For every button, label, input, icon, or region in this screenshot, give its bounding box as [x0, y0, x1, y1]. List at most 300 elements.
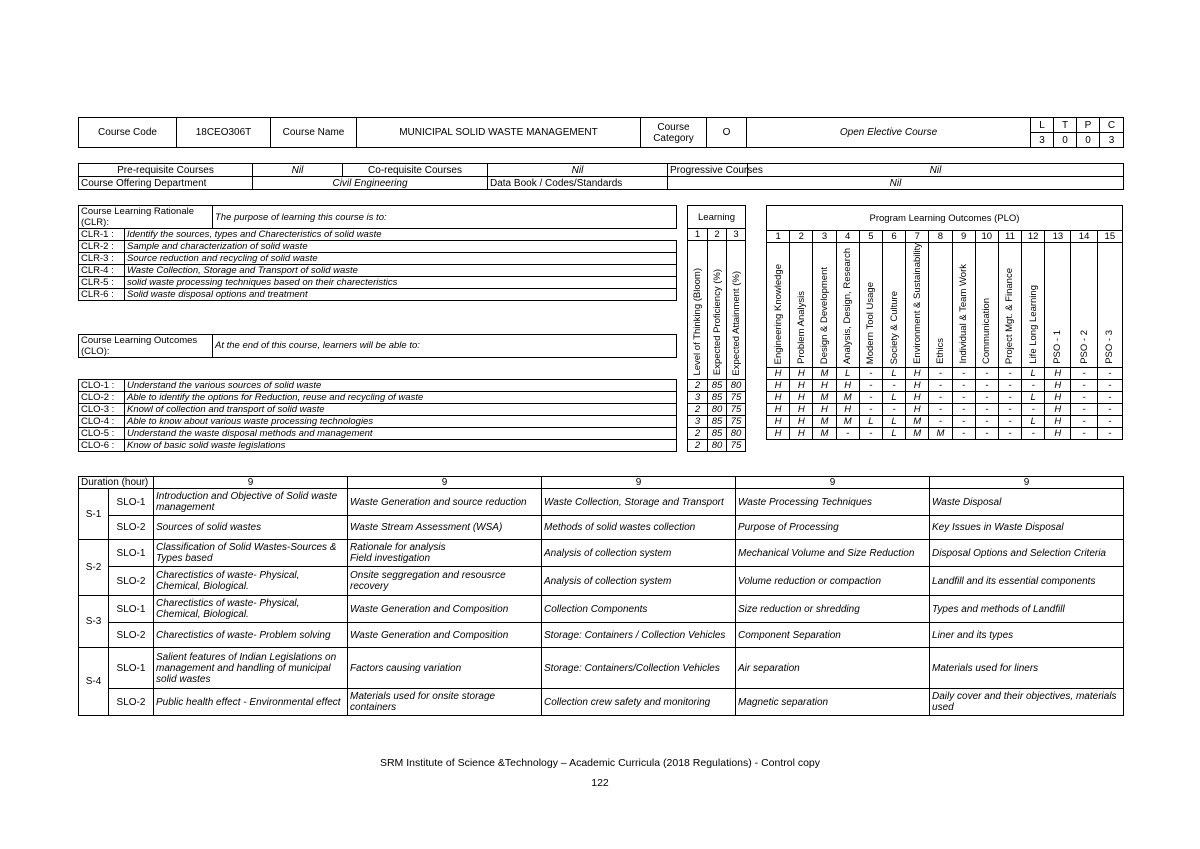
rationale-label [79, 206, 213, 229]
topic-cell: Collection crew safety and monitoring [542, 689, 736, 716]
slo-label: SLO-1 [109, 648, 154, 689]
topic-cell: Waste Stream Assessment (WSA) [348, 516, 542, 540]
plo-value: L [1022, 415, 1045, 427]
plo-value: L [859, 415, 882, 427]
progressive-value: Nil [748, 164, 1124, 177]
topic-cell: Daily cover and their objectives, materials used [930, 689, 1124, 716]
plo-value: H [906, 403, 929, 415]
clo-bloom: 2 [688, 379, 708, 391]
clo-bloom: 2 [688, 439, 708, 451]
plo-title [813, 243, 836, 368]
plo-value: L [882, 415, 905, 427]
course-name-label: Course Name [271, 118, 357, 148]
plo-value: M [813, 415, 836, 427]
slo-label: SLO-2 [109, 516, 154, 540]
plo-value: - [998, 427, 1021, 439]
clo-text: Able to know about various waste processing technologies [125, 415, 677, 427]
plo-value: M [929, 427, 952, 439]
clr-text: Solid waste disposal options and treatment [125, 289, 677, 301]
plo-value: H [767, 403, 790, 415]
clr-text: Identify the sources, types and Charecteristics of solid waste [125, 229, 677, 241]
plo-title-text: Life Long Learning [1027, 285, 1039, 364]
course-type: Open Elective Course [747, 118, 1031, 148]
topic-cell: Storage: Containers/Collection Vehicles [542, 648, 736, 689]
course-code-label: Course Code [79, 118, 177, 148]
plo-value: H [790, 427, 813, 439]
plo-value: L [836, 367, 859, 379]
plo-number: 12 [1022, 231, 1045, 243]
learning-col-title-text: Expected Attainment (%) [730, 270, 742, 376]
plo-value: H [790, 367, 813, 379]
dept-label: Course Offering Department [79, 177, 253, 190]
topic-cell: Purpose of Processing [736, 516, 930, 540]
plo-value: - [998, 367, 1021, 379]
plo-title-text: Individual & Team Work [958, 264, 970, 364]
plo-title [1097, 243, 1122, 368]
course-header-table [78, 117, 1124, 148]
session-label: S-1 [79, 489, 109, 540]
clr-code: CLR-5 : [79, 277, 125, 289]
plo-number-row [767, 231, 1123, 243]
clo-proficiency: 85 [708, 391, 727, 403]
clr-text: solid waste processing techniques based on their charecteristics [125, 277, 677, 289]
progressive-label: Progressive Courses [668, 164, 748, 177]
clr-text: Waste Collection, Storage and Transport of solid waste [125, 265, 677, 277]
session-row [79, 689, 1124, 716]
plo-title [952, 243, 975, 368]
plo-title [998, 243, 1021, 368]
slo-label: SLO-2 [109, 623, 154, 648]
plo-value: - [882, 379, 905, 391]
topic-cell: Classification of Solid Wastes-Sources & Types based [154, 540, 348, 567]
plo-value: - [1022, 379, 1045, 391]
plo-value: - [1097, 415, 1122, 427]
plo-value-row [767, 367, 1123, 379]
plo-value: - [998, 379, 1021, 391]
topic-cell: Liner and its types [930, 623, 1124, 648]
plo-value: M [813, 391, 836, 403]
plo-value: - [929, 403, 952, 415]
plo-number: 13 [1045, 231, 1071, 243]
plo-number: 9 [952, 231, 975, 243]
plo-title [836, 243, 859, 368]
outcomes-label [79, 334, 213, 357]
plo-title [1045, 243, 1071, 368]
plo-value: L [882, 427, 905, 439]
plo-number: 14 [1071, 231, 1097, 243]
topic-cell: Storage: Containers / Collection Vehicles [542, 623, 736, 648]
plo-value: M [813, 427, 836, 439]
plo-value: - [882, 403, 905, 415]
plo-title-text: Society & Culture [888, 290, 900, 364]
plo-value: - [1071, 403, 1097, 415]
topic-cell: Analysis of collection system [542, 540, 736, 567]
plo-value: - [859, 427, 882, 439]
databook-label: Data Book / Codes/Standards [488, 177, 668, 190]
session-schedule-table [78, 476, 1124, 716]
plo-value: - [1097, 379, 1122, 391]
plo-value: - [952, 403, 975, 415]
plo-number: 8 [929, 231, 952, 243]
plo-value: M [836, 415, 859, 427]
course-name: MUNICIPAL SOLID WASTE MANAGEMENT [357, 118, 641, 148]
session-row [79, 596, 1124, 623]
plo-value: - [952, 391, 975, 403]
plo-value: L [1022, 391, 1045, 403]
clo-proficiency: 85 [708, 427, 727, 439]
plo-number: 10 [975, 231, 998, 243]
plo-value: H [790, 379, 813, 391]
plo-value: - [859, 379, 882, 391]
outcomes-label-line2: (CLO): [81, 345, 110, 357]
plo-table [766, 205, 1123, 440]
session-label: S-4 [79, 648, 109, 716]
plo-title [906, 243, 929, 368]
plo-value: - [1071, 427, 1097, 439]
clo-bloom: 3 [688, 415, 708, 427]
plo-number: 6 [882, 231, 905, 243]
plo-value-row [767, 379, 1123, 391]
plo-value: M [836, 391, 859, 403]
plo-value: H [1045, 367, 1071, 379]
course-category-label-line2: Category [653, 132, 694, 144]
duration-value: 9 [154, 477, 348, 489]
rationale-label-line2: (CLR): [81, 217, 109, 228]
session-row [79, 489, 1124, 516]
page-number: 122 [591, 777, 609, 789]
plo-title [1022, 243, 1045, 368]
plo-value: - [998, 403, 1021, 415]
topic-cell: Onsite seggregation and resousrce recovery [348, 567, 542, 596]
plo-value: H [790, 391, 813, 403]
topic-cell: Factors causing variation [348, 648, 542, 689]
duration-label: Duration (hour) [79, 477, 154, 489]
clo-proficiency: 80 [708, 403, 727, 415]
topic-cell: Waste Generation and Composition [348, 623, 542, 648]
plo-title [790, 243, 813, 368]
plo-value: M [813, 367, 836, 379]
plo-value-row [767, 403, 1123, 415]
plo-value: - [1022, 427, 1045, 439]
rationale-label-line1: Course Learning Rationale [81, 206, 195, 217]
topic-cell: Magnetic separation [736, 689, 930, 716]
plo-title-text: Modern Tool Usage [865, 281, 877, 364]
plo-title-text: Analysis, Design, Research [842, 247, 854, 364]
topic-cell: Disposal Options and Selection Criteria [930, 540, 1124, 567]
topic-cell: Volume reduction or compaction [736, 567, 930, 596]
topic-cell: Methods of solid wastes collection [542, 516, 736, 540]
plo-value: H [767, 427, 790, 439]
plo-value: H [1045, 403, 1071, 415]
plo-value: - [975, 391, 998, 403]
clo-bloom: 2 [688, 427, 708, 439]
plo-value: - [975, 379, 998, 391]
duration-row [79, 477, 1124, 489]
plo-value: - [1097, 403, 1122, 415]
outcomes-intro: At the end of this course, learners will be able to: [213, 334, 677, 357]
session-row [79, 540, 1124, 567]
learning-col-title-text: Expected Proficiency (%) [711, 269, 723, 376]
plo-number: 7 [906, 231, 929, 243]
topic-cell: Waste Generation and Composition [348, 596, 542, 623]
ltpc-label-t: T [1054, 118, 1077, 133]
clo-attainment: 75 [727, 403, 746, 415]
clo-code: CLO-6 : [79, 439, 125, 451]
plo-value: - [952, 367, 975, 379]
clr-code: CLR-4 : [79, 265, 125, 277]
plo-value: - [952, 379, 975, 391]
learning-header: Learning [688, 206, 746, 229]
duration-value: 9 [542, 477, 736, 489]
clr-text: Source reduction and recycling of solid waste [125, 253, 677, 265]
plo-value: - [1097, 427, 1122, 439]
topic-cell: Analysis of collection system [542, 567, 736, 596]
clo-text: Know of basic solid waste legislations [125, 439, 677, 451]
clo-text: Knowl of collection and transport of solid waste [125, 403, 677, 415]
topic-cell: Waste Processing Techniques [736, 489, 930, 516]
learning-col-title [688, 241, 708, 380]
plo-value: - [929, 367, 952, 379]
plo-number: 3 [813, 231, 836, 243]
plo-title-text: Ethics [934, 338, 946, 364]
topic-cell: Waste Disposal [930, 489, 1124, 516]
topic-cell: Materials used for onsite storage containers [348, 689, 542, 716]
slo-label: SLO-1 [109, 596, 154, 623]
clo-bloom: 3 [688, 391, 708, 403]
plo-value: H [906, 379, 929, 391]
plo-value: H [790, 403, 813, 415]
topic-cell: Public health effect - Environmental effect [154, 689, 348, 716]
plo-value: - [1097, 391, 1122, 403]
prereq-value: Nil [253, 164, 343, 177]
course-category: O [707, 118, 747, 148]
plo-value: H [906, 367, 929, 379]
plo-title-text: Engineering Knowledge [772, 263, 784, 364]
plo-value: H [767, 379, 790, 391]
ltpc-label-c: C [1100, 118, 1124, 133]
clr-code: CLR-2 : [79, 241, 125, 253]
plo-value: - [859, 367, 882, 379]
plo-value: - [1071, 367, 1097, 379]
clo-code: CLO-3 : [79, 403, 125, 415]
clo-attainment: 80 [727, 379, 746, 391]
plo-value: H [1045, 379, 1071, 391]
topic-cell: Rationale for analysis Field investigation [348, 540, 542, 567]
plo-value: M [906, 415, 929, 427]
clo-attainment: 75 [727, 415, 746, 427]
coreq-value: Nil [488, 164, 668, 177]
topic-cell: Types and methods of Landfill [930, 596, 1124, 623]
prerequisite-table [78, 163, 1124, 190]
ltpc-value-l: 3 [1031, 133, 1054, 148]
plo-title [1071, 243, 1097, 368]
course-category-label-line1: Course [657, 121, 690, 133]
ltpc-value-p: 0 [1077, 133, 1100, 148]
session-row [79, 516, 1124, 540]
course-category-label [641, 118, 707, 148]
plo-title-text: Problem Analysis [795, 291, 807, 364]
topic-cell: Charectistics of waste- Problem solving [154, 623, 348, 648]
footer-line: SRM Institute of Science &Technology – Academic Curricula (2018 Regulations) - Control copy [379, 757, 821, 769]
topic-cell: Key Issues in Waste Disposal [930, 516, 1124, 540]
ltpc-label-l: L [1031, 118, 1054, 133]
slo-label: SLO-1 [109, 540, 154, 567]
plo-value: - [1071, 379, 1097, 391]
clr-code: CLR-6 : [79, 289, 125, 301]
plo-value: M [906, 427, 929, 439]
plo-value: L [882, 391, 905, 403]
ltpc-value-t: 0 [1054, 133, 1077, 148]
plo-value: - [975, 427, 998, 439]
plo-title-text: Environment & Sustainability [911, 243, 923, 364]
plo-number: 2 [790, 231, 813, 243]
clo-code: CLO-4 : [79, 415, 125, 427]
duration-value: 9 [348, 477, 542, 489]
plo-value: - [929, 415, 952, 427]
slo-label: SLO-2 [109, 567, 154, 596]
clo-text: Understand the various sources of solid waste [125, 379, 677, 391]
plo-number: 4 [836, 231, 859, 243]
plo-value: - [952, 415, 975, 427]
plo-value: - [929, 391, 952, 403]
clo-proficiency: 85 [708, 415, 727, 427]
topic-cell: Landfill and its essential components [930, 567, 1124, 596]
session-row [79, 623, 1124, 648]
plo-title-text: PSO - 2 [1078, 330, 1090, 364]
clo-text: Able to identify the options for Reduction, reuse and recycling of waste [125, 391, 677, 403]
plo-value: L [882, 367, 905, 379]
clo-proficiency: 80 [708, 439, 727, 451]
session-row [79, 567, 1124, 596]
topic-cell: Waste Collection, Storage and Transport [542, 489, 736, 516]
learning-col-number: 2 [708, 229, 727, 241]
plo-value: H [767, 391, 790, 403]
plo-header: Program Learning Outcomes (PLO) [767, 206, 1123, 231]
plo-value: H [813, 403, 836, 415]
rationale-intro: The purpose of learning this course is to: [213, 206, 677, 229]
plo-value: - [836, 427, 859, 439]
ltpc-label-p: P [1077, 118, 1100, 133]
plo-value-row [767, 391, 1123, 403]
duration-value: 9 [930, 477, 1124, 489]
topic-cell: Component Separation [736, 623, 930, 648]
plo-title [929, 243, 952, 368]
clo-code: CLO-1 : [79, 379, 125, 391]
plo-title [882, 243, 905, 368]
clo-code: CLO-2 : [79, 391, 125, 403]
learning-col-title [708, 241, 727, 380]
clr-clo-table [78, 205, 746, 452]
session-label: S-3 [79, 596, 109, 648]
plo-value-row [767, 427, 1123, 439]
plo-title-text: Communication [981, 297, 993, 364]
coreq-label: Co-requisite Courses [343, 164, 488, 177]
ltpc-value-c: 3 [1100, 133, 1124, 148]
plo-title-text: Design & Development [818, 266, 830, 364]
plo-title [975, 243, 998, 368]
plo-value: - [975, 415, 998, 427]
clr-text: Sample and characterization of solid waste [125, 241, 677, 253]
topic-cell: Materials used for liners [930, 648, 1124, 689]
plo-title [767, 243, 790, 368]
plo-values [767, 367, 1123, 439]
outcomes-label-line1: Course Learning Outcomes [81, 334, 198, 346]
dept-value: Civil Engineering [253, 177, 488, 190]
plo-value-row [767, 415, 1123, 427]
learning-col-number: 1 [688, 229, 708, 241]
plo-value: - [952, 427, 975, 439]
topic-cell: Size reduction or shredding [736, 596, 930, 623]
topic-cell: Charectistics of waste- Physical, Chemical, Biological. [154, 596, 348, 623]
clo-text: Understand the waste disposal methods and management [125, 427, 677, 439]
clr-code: CLR-3 : [79, 253, 125, 265]
duration-value: 9 [736, 477, 930, 489]
plo-value: - [975, 367, 998, 379]
slo-label: SLO-2 [109, 689, 154, 716]
plo-value: H [813, 379, 836, 391]
clo-bloom: 2 [688, 403, 708, 415]
plo-value: H [836, 379, 859, 391]
session-row [79, 648, 1124, 689]
plo-value: - [1022, 403, 1045, 415]
learning-col-number: 3 [727, 229, 746, 241]
plo-value: H [790, 415, 813, 427]
plo-value: - [975, 403, 998, 415]
prereq-label: Pre-requisite Courses [79, 164, 253, 177]
plo-value: H [836, 403, 859, 415]
learning-col-title-text: Level of Thinking (Bloom) [692, 267, 703, 376]
plo-title-text: PSO - 1 [1052, 330, 1064, 364]
topic-cell: Salient features of Indian Legislations on management and handling of municipal solid wastes [154, 648, 348, 689]
clr-code: CLR-1 : [79, 229, 125, 241]
slo-label: SLO-1 [109, 489, 154, 516]
plo-value: H [1045, 427, 1071, 439]
topic-cell: Charectistics of waste- Physical, Chemical, Biological. [154, 567, 348, 596]
plo-title [859, 243, 882, 368]
clo-attainment: 75 [727, 439, 746, 451]
clo-code: CLO-5 : [79, 427, 125, 439]
plo-value: - [1071, 391, 1097, 403]
clo-attainment: 75 [727, 391, 746, 403]
plo-value: - [1071, 415, 1097, 427]
clo-attainment: 80 [727, 427, 746, 439]
plo-number: 5 [859, 231, 882, 243]
plo-number: 15 [1097, 231, 1122, 243]
plo-value: H [906, 391, 929, 403]
plo-title-text: PSO - 3 [1104, 330, 1116, 364]
topic-cell: Sources of solid wastes [154, 516, 348, 540]
topic-cell: Introduction and Objective of Solid waste management [154, 489, 348, 516]
topic-cell: Waste Generation and source reduction [348, 489, 542, 516]
plo-value: - [998, 415, 1021, 427]
plo-value: L [1022, 367, 1045, 379]
plo-value: H [767, 367, 790, 379]
learning-col-title [727, 241, 746, 380]
plo-number: 11 [998, 231, 1021, 243]
plo-value: H [1045, 415, 1071, 427]
plo-title-text: Project Mgt. & Finance [1004, 267, 1016, 364]
plo-value: - [1097, 367, 1122, 379]
plo-value: - [929, 379, 952, 391]
plo-value: H [1045, 391, 1071, 403]
plo-number: 1 [767, 231, 790, 243]
plo-value: - [998, 391, 1021, 403]
plo-title-row [767, 243, 1123, 368]
topic-cell: Mechanical Volume and Size Reduction [736, 540, 930, 567]
topic-cell: Collection Components [542, 596, 736, 623]
course-code: 18CEO306T [177, 118, 271, 148]
clo-proficiency: 85 [708, 379, 727, 391]
